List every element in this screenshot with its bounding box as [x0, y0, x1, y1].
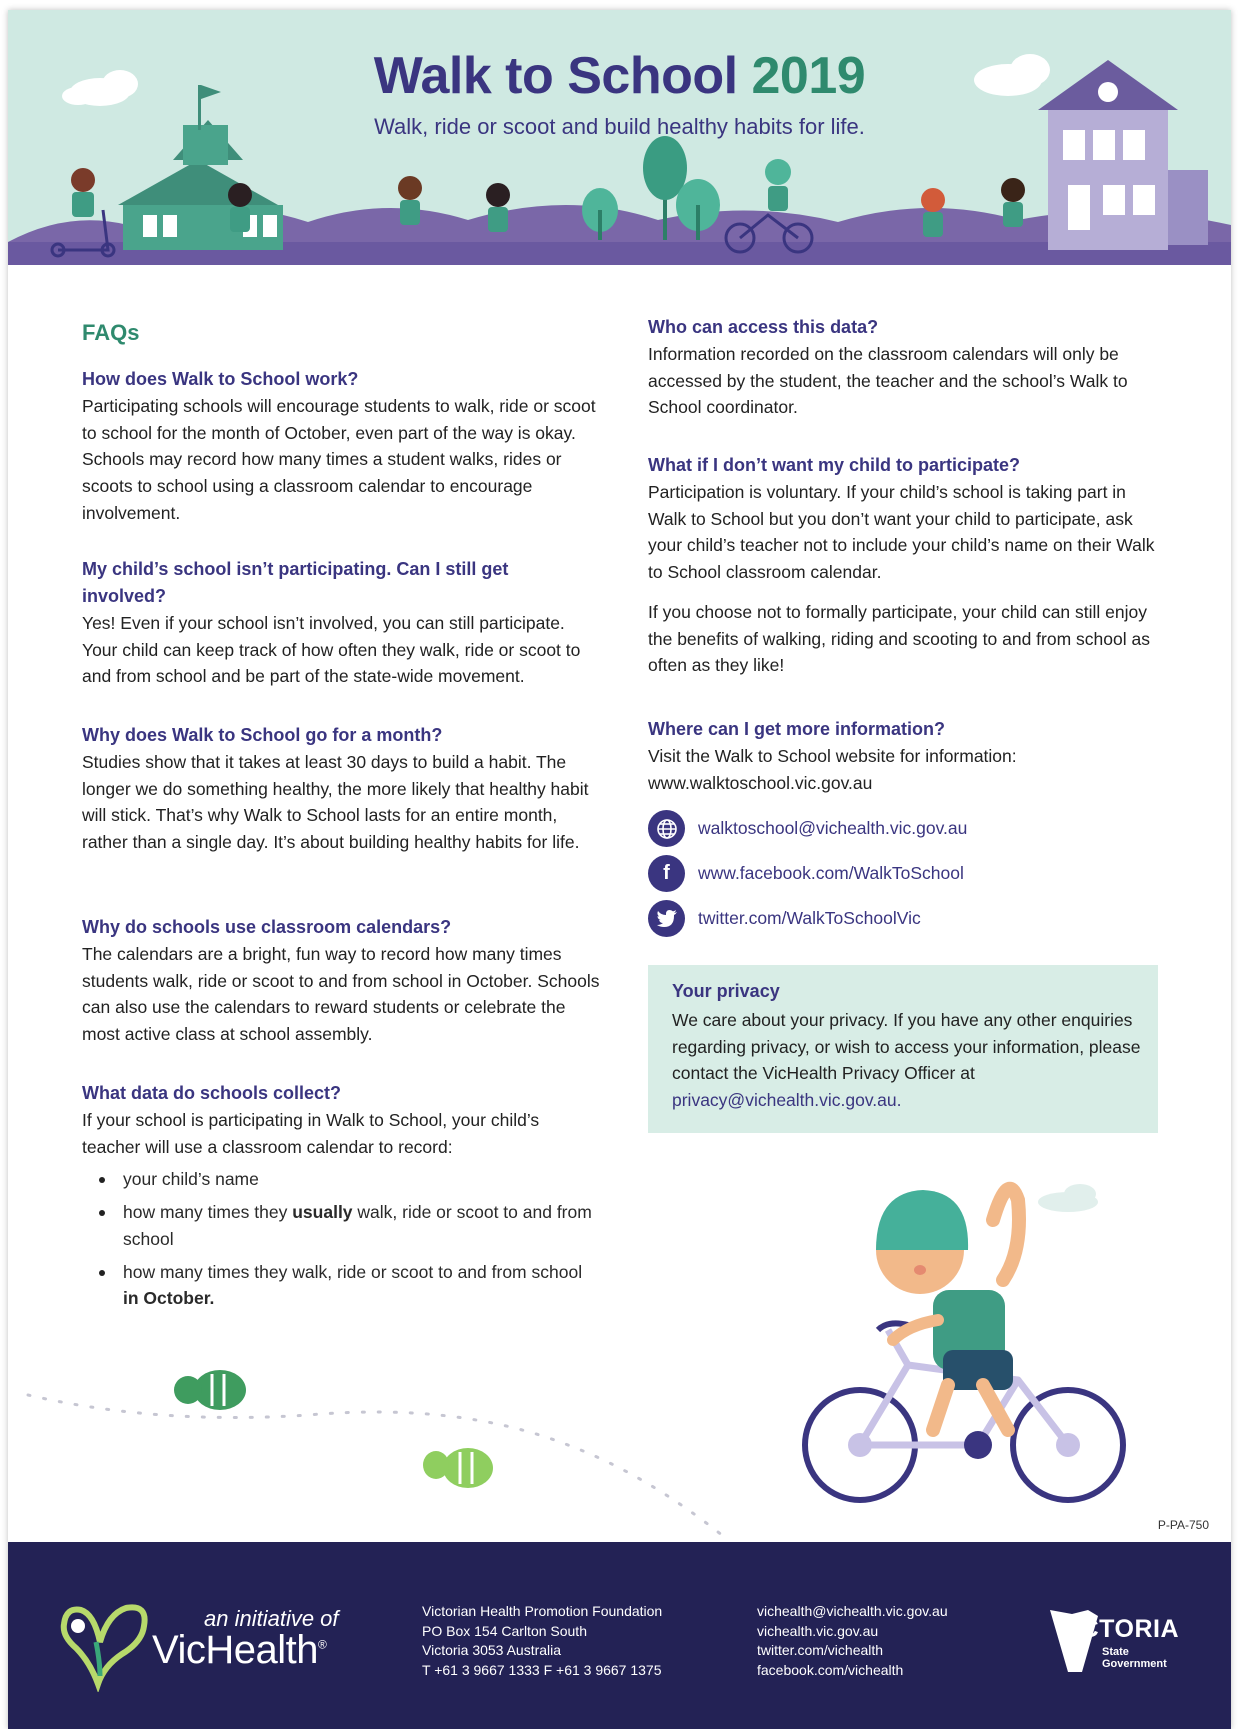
facebook-contact[interactable] — [648, 855, 964, 892]
faq-answer: If your school is participating in Walk to School, your child’s teacher will use a classroom calendar to record: — [82, 1110, 540, 1157]
faq-answer: Participation is voluntary. If your child’s school is taking part in Walk to School but you don’t want your child to participate, ask your child’s teacher not to include your child’s name on their Walk to School classroom calendar. — [648, 482, 1155, 583]
footprint-icon — [174, 1370, 246, 1410]
faq-question: Where can I get more information? — [648, 719, 946, 739]
email-link[interactable]: walktoschool@vichealth.vic.gov.au — [698, 818, 968, 838]
faq-question: Who can access this data? — [648, 317, 879, 337]
faq-question: My child’s school isn’t participating. Can I still get involved? — [82, 559, 509, 606]
twitter-link[interactable]: twitter.com/WalkToSchoolVic — [698, 908, 921, 928]
faq-item — [648, 452, 1168, 679]
footer-facebook-link[interactable]: facebook.com/vichealth — [757, 1661, 904, 1678]
cyclist-illustration — [8, 1140, 1231, 1540]
vichealth-logo-icon — [56, 1602, 166, 1692]
list-item: your child’s name — [82, 1166, 602, 1193]
list-item: how many times they walk, ride or scoot to and from school in October. — [82, 1259, 602, 1312]
page-subtitle: Walk, ride or scoot and build healthy habits for life. — [374, 114, 865, 139]
faq-heading: FAQs — [82, 320, 140, 345]
privacy-box — [648, 965, 1158, 1133]
twitter-contact[interactable] — [648, 900, 921, 937]
footer-links — [757, 1602, 948, 1680]
banner — [8, 10, 1231, 265]
left-column — [82, 270, 602, 1309]
dotted-path — [28, 1395, 728, 1540]
footer-website-link[interactable]: vichealth.vic.gov.au — [757, 1622, 879, 1639]
page-title — [8, 46, 1231, 106]
faq-answer: Studies show that it takes at least 30 days to build a habit. The longer we do something healthy, the more likely that healthy habit will stick. That’s why Walk to School lasts for an entire month, rather than a single day. It’s about building healthy habits for life. — [82, 752, 589, 853]
footprint-icon — [423, 1448, 493, 1488]
facebook-link[interactable]: www.facebook.com/WalkToSchool — [698, 863, 964, 883]
faq-question: How does Walk to School work? — [82, 369, 359, 389]
privacy-title: Your privacy — [672, 981, 780, 1001]
footer-address: Victorian Health Promotion Foundation PO Box 154 Carlton South Victoria 3053 Australia T +61 3 9667 1333 F +61 3 9667 1375 — [422, 1603, 663, 1678]
website-link[interactable]: www.walktoschool.vic.gov.au — [648, 772, 873, 793]
faq-item — [82, 914, 602, 1048]
cloud-icon — [1038, 1140, 1161, 1212]
footer-email-link[interactable]: vichealth@vichealth.vic.gov.au — [757, 1603, 948, 1619]
faq-answer-2: If you choose not to formally participate, your child can still enjoy the benefits of walking, riding and scooting to and from school as often as they like! — [648, 601, 1150, 676]
faq-answer: Visit the Walk to School website for information: — [648, 746, 1017, 766]
title-year: 2019 — [751, 47, 866, 105]
twitter-icon — [648, 900, 685, 937]
email-contact[interactable] — [648, 810, 967, 847]
victoria-wordmark: VICTORIA — [1056, 1615, 1179, 1643]
faq-item — [82, 610, 602, 690]
globe-icon — [648, 810, 685, 847]
faq-answer: Information recorded on the classroom calendars will only be accessed by the student, the teacher and the school’s Walk to School coordinator. — [648, 344, 1128, 418]
page — [8, 10, 1231, 1729]
faq-question: What if I don’t want my child to participate? — [648, 455, 1021, 475]
facebook-icon: f — [648, 855, 685, 892]
privacy-body: We care about your privacy. If you have any other enquiries regarding privacy, or wish to access your information, please contact the VicHealth Privacy Officer at privacy@vichealth.vic.gov.au. — [672, 1010, 1141, 1111]
vichealth-wordmark: VicHealth® — [152, 1628, 327, 1672]
cyclist-child — [876, 1189, 1019, 1430]
list-item: how many times they usually walk, ride or scoot to and from school — [82, 1199, 602, 1252]
faq-item — [82, 722, 602, 856]
faq-item — [648, 314, 1168, 421]
faq-answer: Participating schools will encourage students to walk, ride or scoot to school for the month of October, even part of the way is okay. Schools may record how many times a student walks, rides or scoots to school using a classroom calendar to encourage involvement. — [82, 396, 596, 523]
initiative-text: an initiative of — [204, 1606, 339, 1631]
faq-answer: Yes! Even if your school isn’t involved, you can still participate. Your child can keep track of how often they walk, ride or scoot to and from school and be part of the state-wide movement. — [82, 613, 581, 687]
privacy-email-link[interactable]: privacy@vichealth.vic.gov.au. — [672, 1090, 902, 1111]
faq-question: Why does Walk to School go for a month? — [82, 725, 443, 745]
title-main: Walk to School — [373, 47, 738, 105]
right-column — [648, 270, 1168, 1150]
school-building-icon — [118, 85, 283, 250]
faq-question: What data do schools collect? — [82, 1083, 342, 1103]
footer — [8, 1542, 1231, 1729]
footer-twitter-link[interactable]: twitter.com/vichealth — [757, 1642, 884, 1658]
faq-item — [648, 716, 1168, 796]
state-government-text: State Government — [1102, 1646, 1167, 1670]
document-code: P-PA-750 — [1157, 1518, 1209, 1532]
faq-question: Why do schools use classroom calendars? — [82, 917, 452, 937]
faq-item — [82, 366, 602, 527]
faq-item — [82, 556, 512, 610]
faq-answer: The calendars are a bright, fun way to record how many times students walk, ride or scoot to and from school in October. Schools can also use the calendars to reward students or celebrate the most active class at school assembly. — [82, 944, 600, 1045]
